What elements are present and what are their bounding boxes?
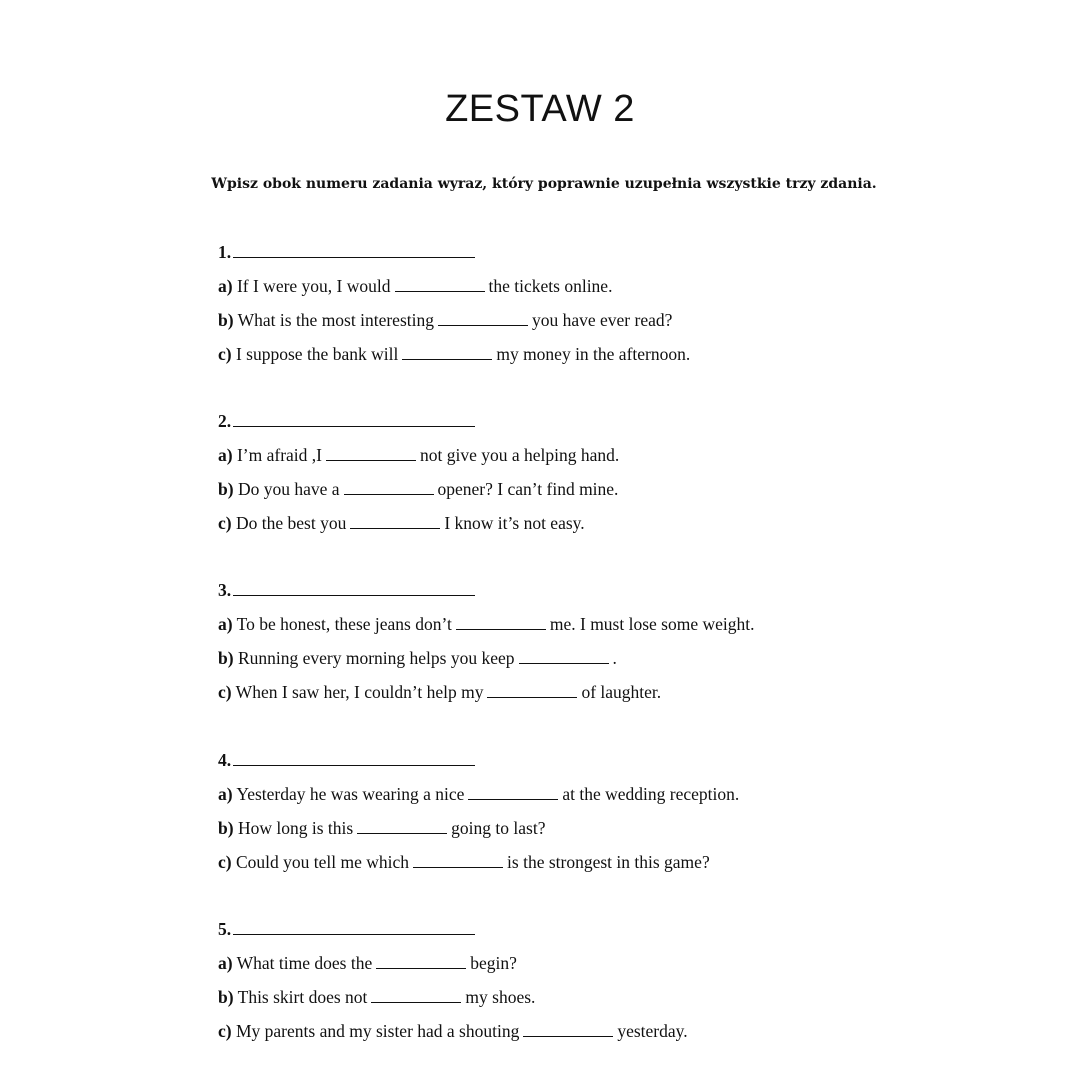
blank-line xyxy=(371,990,461,1003)
sentence-label: a) xyxy=(218,445,233,465)
blank-line xyxy=(519,651,609,664)
task-answer-row xyxy=(218,743,918,777)
blank-line xyxy=(468,787,558,800)
sentence-label: c) xyxy=(218,852,232,872)
task-answer-row xyxy=(218,573,918,607)
task-5 xyxy=(218,912,918,1048)
sentence-before: I suppose the bank will xyxy=(235,344,399,364)
task-answer-row xyxy=(218,404,918,438)
sentence-label: c) xyxy=(218,1021,232,1041)
task-2 xyxy=(218,404,918,540)
answer-field[interactable] xyxy=(233,920,475,935)
sentence-after: is the strongest in this game? xyxy=(507,852,710,872)
sentence-a xyxy=(218,607,918,641)
task-3 xyxy=(218,573,918,709)
sentence-label: b) xyxy=(218,818,234,838)
blank-line xyxy=(376,956,466,969)
sentence-after: opener? I can’t find mine. xyxy=(437,479,619,499)
task-number: 2. xyxy=(218,411,232,431)
blank-line xyxy=(326,448,416,461)
sentence-b xyxy=(218,472,918,506)
sentence-c xyxy=(218,337,918,371)
sentence-b xyxy=(218,641,918,675)
sentence-after: going to last? xyxy=(451,818,546,838)
sentence-after: at the wedding reception. xyxy=(562,784,740,804)
sentence-a xyxy=(218,438,918,472)
sentence-label: b) xyxy=(218,479,234,499)
sentence-a xyxy=(218,269,918,303)
sentence-after: I know it’s not easy. xyxy=(444,513,585,533)
sentence-before: When I saw her, I couldn’t help my xyxy=(235,682,484,702)
sentence-before: To be honest, these jeans don’t xyxy=(236,614,452,634)
sentence-before: What is the most interesting xyxy=(237,310,434,330)
blank-line xyxy=(487,685,577,698)
blank-line xyxy=(357,821,447,834)
sentence-before: Could you tell me which xyxy=(235,852,410,872)
task-answer-row xyxy=(218,235,918,269)
answer-field[interactable] xyxy=(233,243,475,258)
blank-line xyxy=(402,347,492,360)
sentence-a xyxy=(218,777,918,811)
sentence-after: the tickets online. xyxy=(488,276,613,296)
blank-line xyxy=(395,279,485,292)
blank-line xyxy=(456,617,546,630)
sentence-label: c) xyxy=(218,513,232,533)
sentence-after: begin? xyxy=(470,953,517,973)
answer-field[interactable] xyxy=(233,751,475,766)
sentence-label: b) xyxy=(218,987,234,1007)
blank-line xyxy=(523,1024,613,1037)
task-1 xyxy=(218,235,918,371)
sentence-c xyxy=(218,506,918,540)
sentence-after: me. I must lose some weight. xyxy=(549,614,755,634)
sentence-before: How long is this xyxy=(237,818,354,838)
blank-line xyxy=(350,516,440,529)
sentence-before: Running every morning helps you keep xyxy=(237,648,515,668)
sentence-before: If I were you, I would xyxy=(236,276,391,296)
page-title: ZESTAW 2 xyxy=(445,88,635,130)
task-number: 4. xyxy=(218,750,232,770)
sentence-a xyxy=(218,946,918,980)
sentence-before: Do you have a xyxy=(237,479,340,499)
sentence-before: Yesterday he was wearing a nice xyxy=(236,784,465,804)
sentence-before: I’m afraid ,I xyxy=(236,445,322,465)
instruction-text: Wpisz obok numeru zadania wyraz, który poprawnie uzupełnia wszystkie trzy zdania. xyxy=(211,176,877,192)
sentence-label: b) xyxy=(218,648,234,668)
sentence-after: . xyxy=(612,648,617,668)
blank-line xyxy=(438,313,528,326)
sentence-label: c) xyxy=(218,344,232,364)
blank-line xyxy=(344,482,434,495)
sentence-after: of laughter. xyxy=(581,682,662,702)
sentence-label: a) xyxy=(218,276,233,296)
sentence-b xyxy=(218,303,918,337)
task-number: 3. xyxy=(218,580,232,600)
sentence-after: my money in the afternoon. xyxy=(496,344,691,364)
sentence-before: Do the best you xyxy=(235,513,347,533)
task-answer-row xyxy=(218,912,918,946)
sentence-before: My parents and my sister had a shouting xyxy=(235,1021,520,1041)
sentence-after: yesterday. xyxy=(617,1021,688,1041)
task-number: 1. xyxy=(218,242,232,262)
blank-line xyxy=(413,855,503,868)
sentence-b xyxy=(218,980,918,1014)
sentence-label: a) xyxy=(218,614,233,634)
answer-field[interactable] xyxy=(233,581,475,596)
sentence-after: you have ever read? xyxy=(531,310,673,330)
answer-field[interactable] xyxy=(233,412,475,427)
sentence-after: my shoes. xyxy=(465,987,536,1007)
sentence-label: a) xyxy=(218,784,233,804)
task-4 xyxy=(218,743,918,879)
sentence-b xyxy=(218,811,918,845)
sentence-after: not give you a helping hand. xyxy=(419,445,620,465)
sentence-c xyxy=(218,675,918,709)
sentence-c xyxy=(218,1014,918,1048)
sentence-label: b) xyxy=(218,310,234,330)
sentence-c xyxy=(218,845,918,879)
sentence-label: a) xyxy=(218,953,233,973)
sentence-label: c) xyxy=(218,682,232,702)
sentence-before: What time does the xyxy=(236,953,373,973)
sentence-before: This skirt does not xyxy=(237,987,368,1007)
task-number: 5. xyxy=(218,919,232,939)
